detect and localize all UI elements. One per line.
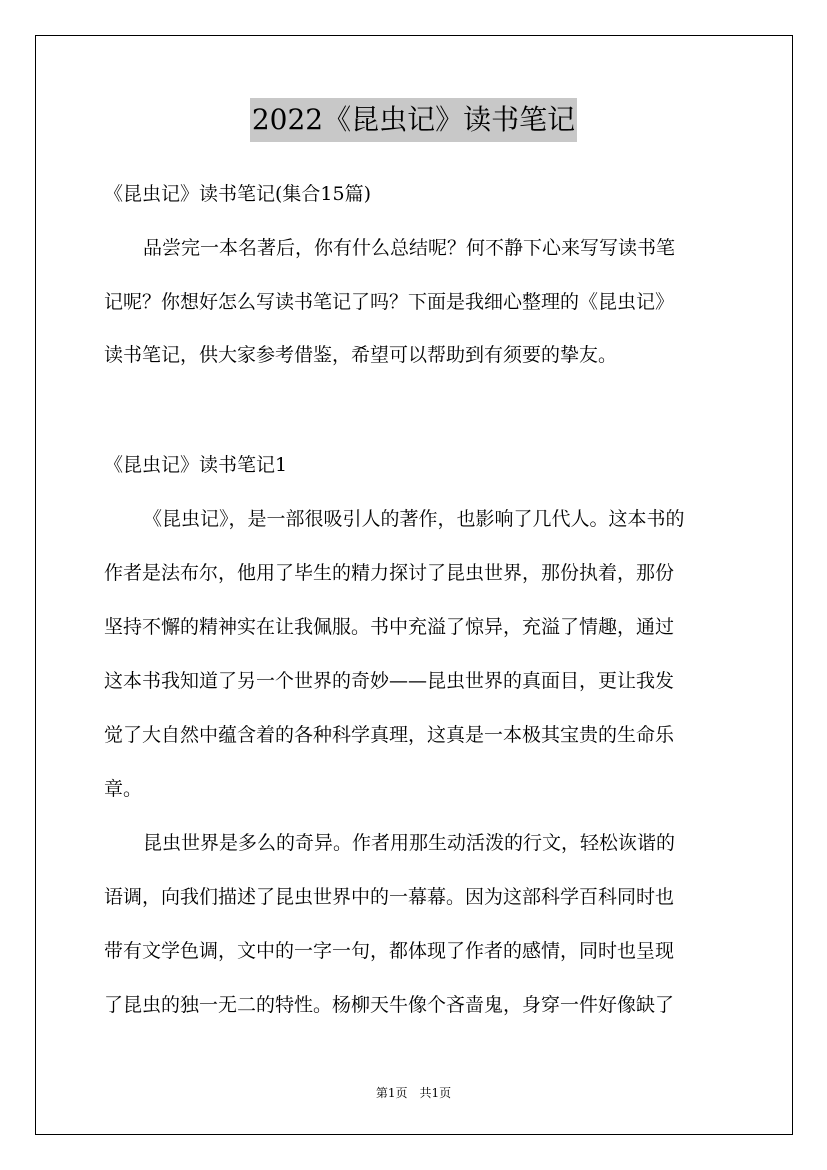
paragraph-line: 章。 (104, 778, 143, 800)
title-container (0, 98, 827, 142)
intro-line: 记呢？你想好怎么写读书笔记了吗？下面是我细心整理的《昆虫记》 (104, 291, 675, 313)
paragraph-line: 这本书我知道了另一个世界的奇妙——昆虫世界的真面目，更让我发 (104, 670, 675, 692)
paragraph-line: 坚持不懈的精神实在让我佩服。书中充溢了惊异，充溢了情趣，通过 (104, 616, 675, 638)
document-title: 2022《昆虫记》读书笔记 (250, 98, 577, 142)
paragraph-line: 作者是法布尔，他用了毕生的精力探讨了昆虫世界，那份执着，那份 (104, 562, 675, 584)
intro-line: 读书笔记，供大家参考借鉴，希望可以帮助到有须要的挚友。 (104, 344, 618, 366)
intro-line: 品尝完一本名著后，你有什么总结呢？何不静下心来写写读书笔 (143, 237, 676, 259)
page-number: 第1页 共1页 (375, 1086, 452, 1100)
document-subtitle: 《昆虫记》读书笔记(集合15篇) (104, 183, 372, 205)
section-heading: 《昆虫记》读书笔记1 (104, 454, 288, 476)
paragraph-line: 昆虫世界是多么的奇异。作者用那生动活泼的行文，轻松诙谐的 (143, 832, 676, 854)
paragraph-line: 了昆虫的独一无二的特性。杨柳天牛像个吝啬鬼，身穿一件好像缺了 (104, 994, 675, 1016)
paragraph-line: 觉了大自然中蕴含着的各种科学真理，这真是一本极其宝贵的生命乐 (104, 724, 675, 746)
paragraph-line: 带有文学色调，文中的一字一句，都体现了作者的感情，同时也呈现 (104, 940, 675, 962)
paragraph-line: 语调，向我们描述了昆虫世界中的一幕幕。因为这部科学百科同时也 (104, 886, 675, 908)
paragraph-line: 《昆虫记》，是一部很吸引人的著作，也影响了几代人。这本书的 (143, 508, 685, 530)
